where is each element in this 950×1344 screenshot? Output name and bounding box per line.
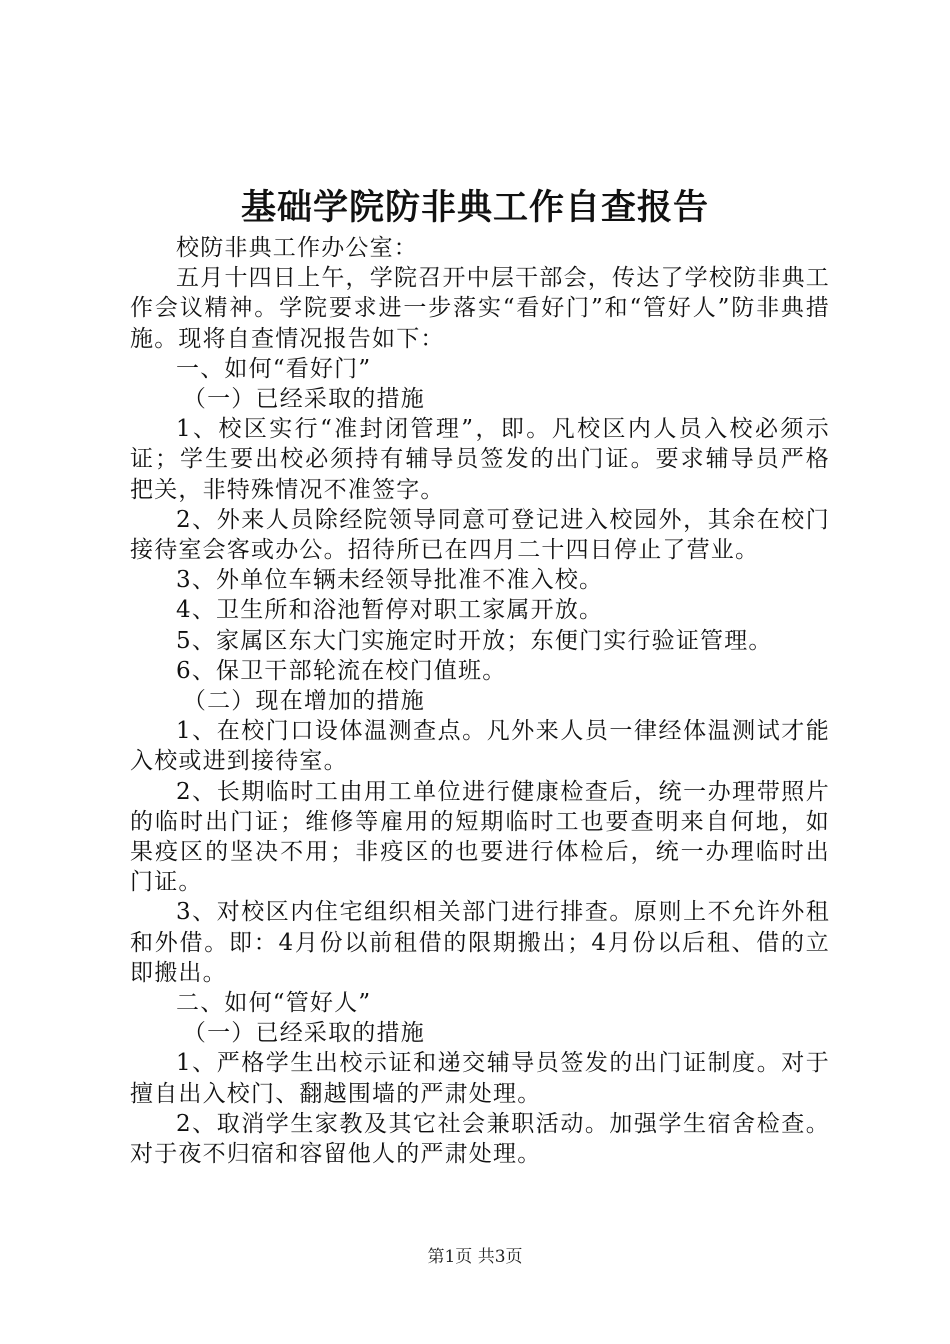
page-number-footer: 第1页 共3页 [427, 1247, 523, 1267]
section-heading-gate: 一、如何“看好门” [176, 355, 372, 382]
list-item: 1、在校门口设体温测查点。凡外来人员一律经体温测试才能入校或进到接待室。 [130, 718, 830, 775]
list-item: 3、外单位车辆未经领导批准不准入校。 [176, 567, 604, 594]
list-item: 3、对校区内住宅组织相关部门进行排查。原则上不允许外租和外借。即：4月份以前租借的限期搬出；4月份以后租、借的立即搬出。 [130, 899, 830, 986]
page-title: 基础学院防非典工作自查报告 [240, 187, 709, 228]
subsection-heading-taken: （一）已经采取的措施 [182, 386, 425, 413]
list-item: 1、校区实行“准封闭管理”，即。凡校区内人员入校必须示证；学生要出校必须持有辅导员签发的出门证。要求辅导员严格把关，非特殊情况不准签字。 [130, 416, 830, 503]
addressee: 校防非典工作办公室： [176, 235, 418, 261]
list-item: 5、家属区东大门实施定时开放；东便门实行验证管理。 [176, 627, 773, 654]
document-body [130, 233, 830, 1169]
subsection-heading-added: （二）现在增加的措施 [182, 688, 425, 715]
section-heading-people: 二、如何“管好人” [176, 990, 372, 1017]
subsection-heading-taken: （一）已经采取的措施 [182, 1020, 425, 1047]
list-item: 2、长期临时工由用工单位进行健康检查后，统一办理带照片的临时出门证；维修等雇用的短期临时工也要查明来自何地，如果疫区的坚决不用；非疫区的也要进行体检后，统一办理临时出门证。 [130, 778, 830, 896]
list-item: 1、严格学生出校示证和递交辅导员签发的出门证制度。对于擅自出入校门、翻越围墙的严肃处理。 [130, 1050, 830, 1107]
list-item: 2、取消学生家教及其它社会兼职活动。加强学生宿舍检查。对于夜不归宿和容留他人的严肃处理。 [130, 1110, 830, 1168]
intro-paragraph: 五月十四日上午，学院召开中层干部会，传达了学校防非典工作会议精神。学院要求进一步落实“看好门”和“管好人”防非典措施。现将自查情况报告如下： [130, 265, 830, 352]
list-item: 4、卫生所和浴池暂停对职工家属开放。 [176, 597, 604, 624]
list-item: 6、保卫干部轮流在校门值班。 [176, 657, 507, 684]
list-item: 2、外来人员除经院领导同意可登记进入校园外，其余在校门接待室会客或办公。招待所已在四月二十四日停止了营业。 [130, 506, 830, 564]
